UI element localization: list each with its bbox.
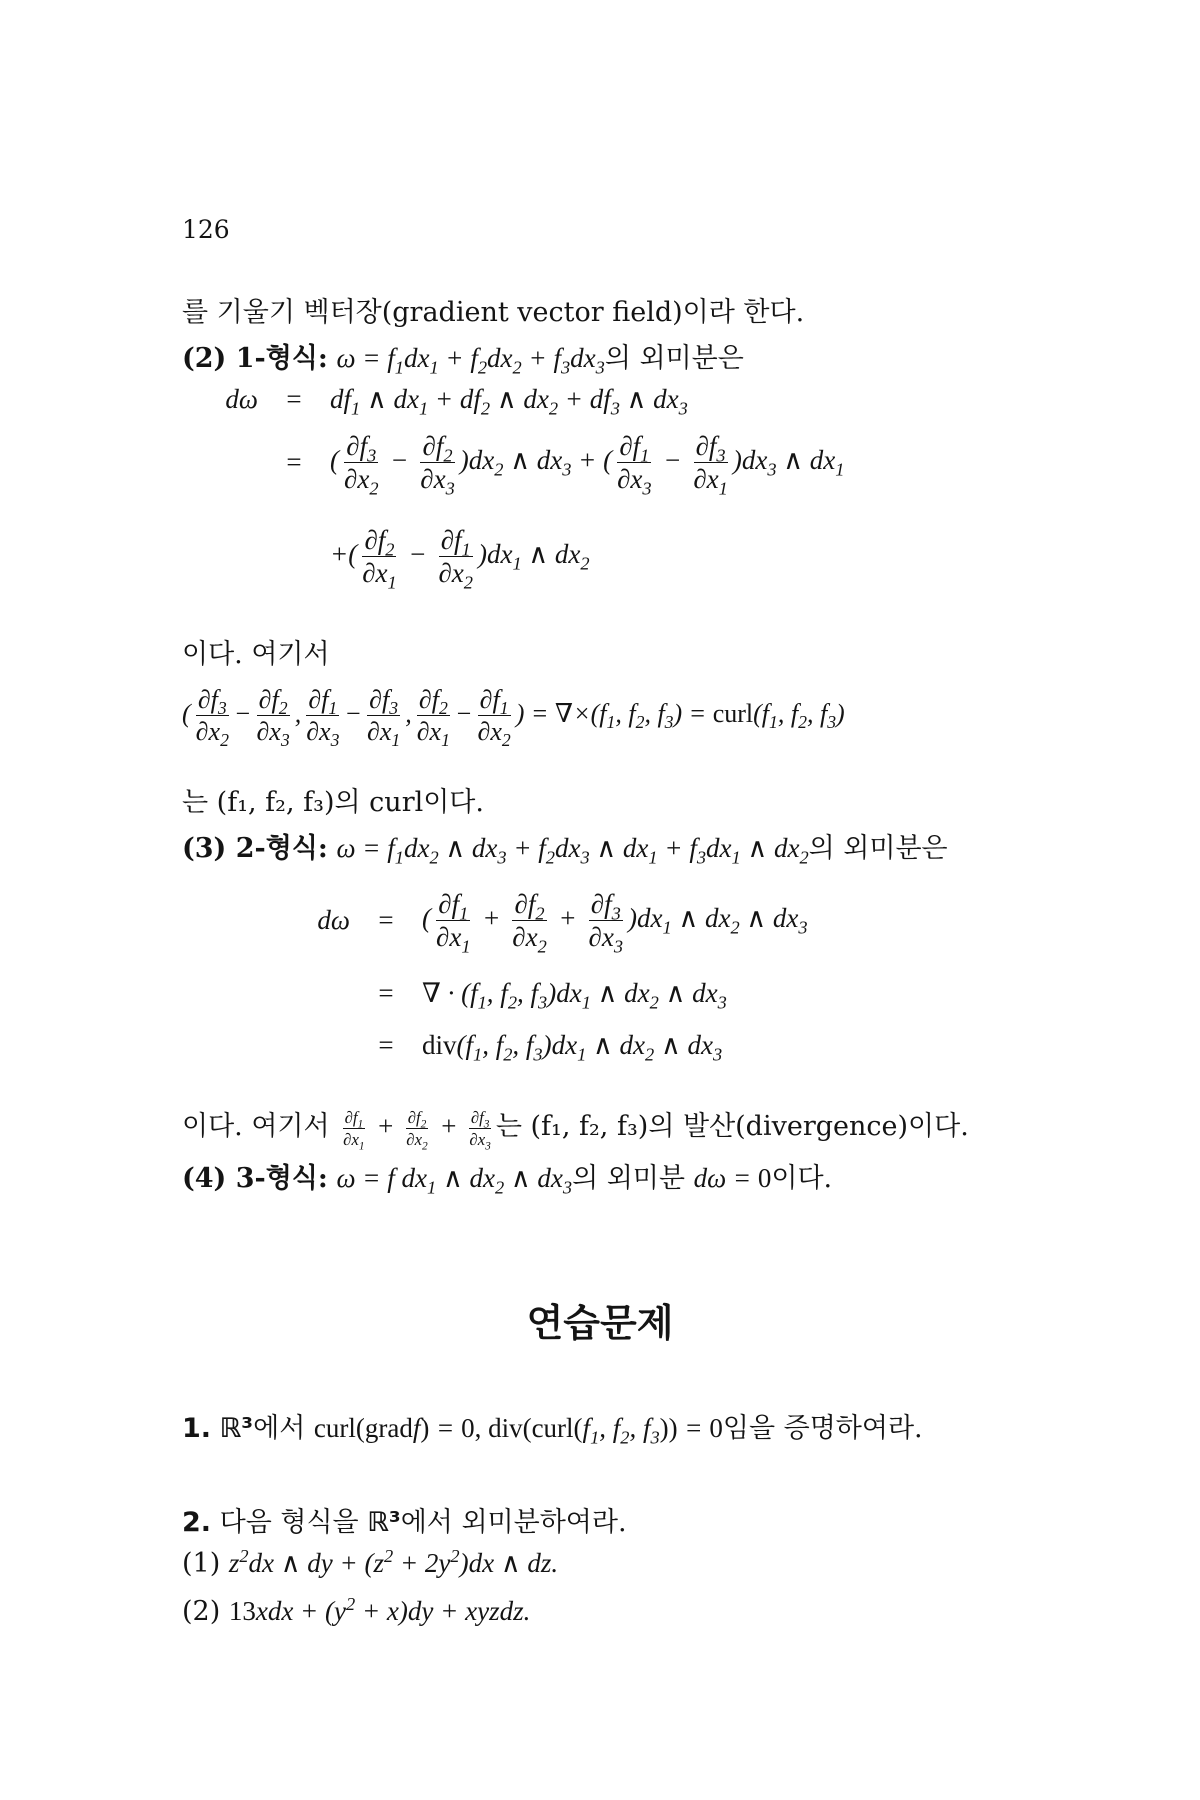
- item4-prefix: (4) 3-형식:: [182, 1163, 328, 1194]
- eq-1form-row3: +( $\frac{\partial f_2}{\partial x_1}$ − $\frac{\partial f_1}{\partial x_2}$ )$dx_1$ ∧ $dx_2$: [330, 525, 590, 593]
- item3-prefix: (3) 2-형식:: [182, 833, 328, 864]
- page-number: 126: [182, 215, 230, 244]
- exercise-1-number: 1.: [182, 1413, 212, 1444]
- item2-line: [182, 336, 744, 378]
- item4-tail: 이다.: [771, 1163, 833, 1194]
- exercise-2-text: 다음 형식을: [219, 1507, 359, 1538]
- exercise-2-sub2-label: (2): [182, 1596, 221, 1627]
- gradient-sentence: 를 기울기 벡터장(gradient vector field)이라 한다.: [182, 297, 805, 328]
- exercise-1-tail: 임을 증명하여라.: [722, 1413, 923, 1444]
- div-conclusion: 는 (f₁, f₂, f₃)의 발산(divergence)이다.: [495, 1111, 969, 1142]
- item4-mid: 의 외미분: [572, 1163, 685, 1194]
- div-intro: 이다. 여기서: [182, 1111, 330, 1142]
- divergence-line: 이다. 여기서 $\frac{\partial f_1}{\partial x_1}$ + $\frac{\partial f_2}{\partial x_2}$ + $\frac{\partial f_3}{\partial x_3}$ 는 (f₁, f₂, f₃)의 발산(divergence)이다.: [182, 1107, 969, 1153]
- exercise-2-sub1: (1) $z^2dx$ ∧ dy + $(z^2 + 2y^2)dx$ ∧ dz.: [182, 1546, 559, 1579]
- item4-line: (4) 3-형식: ω = f $dx_1$ ∧ $dx_2$ ∧ $dx_3$의 외미분 dω = 0이다.: [182, 1163, 833, 1198]
- exercise-2: [182, 1500, 627, 1539]
- eq-2form-row2: = ∇ · ($f_1$, $f_2$, $f_3)dx_1$ ∧ $dx_2$ ∧ $dx_3$: [378, 978, 727, 1013]
- exercise-1-pre: 에서: [253, 1413, 306, 1444]
- item3-line: [182, 826, 948, 868]
- item2-tail: 의 외미분은: [604, 343, 744, 374]
- ida-yeogiseo: 이다. 여기서: [182, 639, 330, 670]
- exercise-2-sub2: (2) $13xdx + (y^2 + x)dy$ + xyzdz.: [182, 1594, 531, 1627]
- exercise-1: 1. ℝ³에서 curl(gradf) = 0, $div(curl(f_1$, $f_2$, $f_3)) = 0$임을 증명하여라.: [182, 1413, 923, 1448]
- eq-1form-row1: dω = $df_1$ ∧ $dx_1 + df_2$ ∧ $dx_2 + df_3$ ∧ $dx_3$: [225, 384, 688, 419]
- curl-conclusion: 는 (f₁, f₂, f₃)의 curl이다.: [182, 787, 484, 818]
- exercise-2-number: 2.: [182, 1507, 212, 1538]
- r3-symbol: ℝ³: [219, 1413, 254, 1444]
- eq-2form-row3: = $div(f_1$, $f_2$, $f_3)dx_1$ ∧ $dx_2$ ∧ $dx_3$: [378, 1030, 723, 1065]
- r3-symbol-2: ℝ³: [367, 1507, 401, 1538]
- exercises-heading: 연습문제: [526, 1301, 674, 1345]
- exercise-2-sub1-label: (1): [182, 1548, 221, 1579]
- curl-equation: ( $\frac{\partial f_3}{\partial x_2}$ − $\frac{\partial f_2}{\partial x_3}$ , $\frac{\partial f_1}{\partial x_3}$ − $\frac{\partial f_3}{\partial x_1}$ , $\frac{\partial f_2}{\partial x_1}$ − $\frac{\partial f_1}{\partial x_2}$ ) = $\nabla\times(f_1$, $f_2$, $f_3$) = $curl(f_1$, $f_2$, $f_3$): [182, 685, 845, 751]
- one-form-expression: $\omega = f_1dx_1 + f_2dx_2 + f_3dx_3$: [336, 343, 605, 378]
- two-form-expression: $\omega = f_1dx_2$ ∧ $dx_3 + f_2dx_3$ ∧ $dx_1 + f_3dx_1$ ∧ $dx_2$: [336, 833, 809, 868]
- eq-2form-row1: dω = ( $\frac{\partial f_1}{\partial x_1}$ + $\frac{\partial f_2}{\partial x_2}$ + $\frac{\partial f_3}{\partial x_3}$ )$dx_1$ ∧ $dx_2$ ∧ $dx_3$: [317, 889, 808, 957]
- eq-1form-row2: = ( $\frac{\partial f_3}{\partial x_2}$ − $\frac{\partial f_2}{\partial x_3}$ )$dx_2$ ∧ $dx_3$ + ( $\frac{\partial f_1}{\partial x_3}$ − $\frac{\partial f_3}{\partial x_1}$ )$dx_3$ ∧ $dx_1$: [286, 431, 845, 499]
- item2-prefix: (2) 1-형식:: [182, 343, 328, 374]
- item3-tail: 의 외미분은: [808, 833, 948, 864]
- exercise-2-tail: 에서 외미분하여라.: [400, 1507, 627, 1538]
